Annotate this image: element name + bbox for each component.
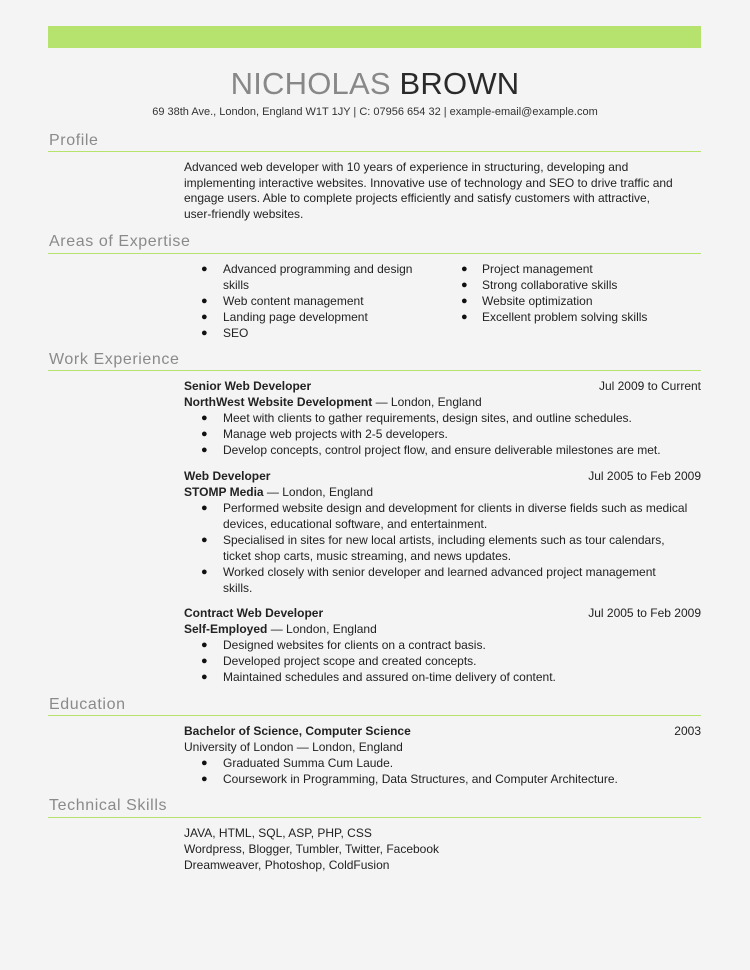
job-location: — London, England [267, 622, 377, 636]
job-bullet: Designed websites for clients on a contract basis. [223, 638, 486, 652]
bullet-dot: ● [201, 671, 208, 683]
job-dates: Jul 2005 to Feb 2009 [588, 469, 701, 483]
job-bullet-cont: ticket shop carts, music streaming, and news updates. [223, 549, 512, 563]
section-title-technical: Technical Skills [49, 797, 168, 814]
expertise-item: Website optimization [482, 294, 593, 308]
bullet-dot: ● [201, 757, 208, 769]
expertise-item: Advanced programming and design [223, 262, 413, 276]
first-name: NICHOLAS [230, 66, 391, 101]
bullet-dot: ● [201, 773, 208, 785]
profile-line: user-friendly websites. [184, 206, 304, 221]
expertise-item: Project management [482, 262, 593, 276]
job-company-line [184, 394, 482, 410]
job-title: Web Developer [184, 469, 271, 483]
bullet-dot: ● [201, 534, 208, 546]
section-rule [48, 253, 701, 254]
job-bullet: Manage web projects with 2-5 developers. [223, 427, 448, 441]
expertise-item: Excellent problem solving skills [482, 310, 648, 324]
job-bullet-cont: devices, educational software, and entertainment. [223, 517, 488, 531]
section-title-work: Work Experience [49, 351, 180, 368]
bullet-dot: ● [461, 263, 468, 275]
section-rule [48, 817, 701, 818]
degree: Bachelor of Science [184, 724, 299, 738]
job-dates: Jul 2009 to Current [598, 379, 701, 393]
job-location: — London, England [372, 395, 482, 409]
bullet-dot: ● [201, 428, 208, 440]
school: University of London — London, England [184, 740, 403, 754]
bullet-dot: ● [201, 444, 208, 456]
profile-line: implementing interactive websites. Innovative use of technology and SEO to drive traffic and [184, 175, 673, 190]
expertise-item: Landing page development [223, 310, 368, 324]
bullet-dot: ● [461, 295, 468, 307]
job-company: NorthWest Website Development [184, 395, 373, 409]
technical-line: JAVA, HTML, SQL, ASP, PHP, CSS [184, 826, 372, 840]
section-rule [48, 370, 701, 371]
section-title-expertise: Areas of Expertise [49, 233, 191, 250]
job-company-line [184, 484, 373, 500]
degree-field: , Computer Science [298, 724, 411, 738]
job-bullet: Meet with clients to gather requirements, design sites, and outline schedules. [223, 411, 632, 425]
profile-line: engage users. Able to complete projects efficiently and satisfy customers with attractive, [184, 191, 651, 206]
bullet-dot: ● [201, 502, 208, 514]
expertise-item-cont: skills [223, 278, 249, 292]
education-year: 2003 [674, 724, 701, 738]
job-bullet: Developed project scope and created concepts. [223, 654, 477, 668]
section-rule [48, 151, 701, 152]
bullet-dot: ● [201, 655, 208, 667]
job-location: — London, England [263, 485, 373, 499]
degree-line [184, 723, 411, 739]
job-dates: Jul 2005 to Feb 2009 [588, 606, 701, 620]
job-bullet: Performed website design and development for clients in diverse fields such as medical [223, 501, 688, 515]
job-company: STOMP Media [184, 485, 264, 499]
contact-line: 69 38th Ave., London, England W1T 1JY | C: 07956 654 32 | example-email@example.com [152, 106, 598, 118]
expertise-item: SEO [223, 326, 249, 340]
job-title: Senior Web Developer [184, 379, 312, 393]
expertise-item: Web content management [223, 294, 364, 308]
profile-text [184, 160, 704, 222]
bullet-dot: ● [201, 412, 208, 424]
profile-line: Advanced web developer with 10 years of experience in structuring, developing and [184, 160, 629, 174]
bullet-dot: ● [201, 566, 208, 578]
section-title-education: Education [49, 696, 126, 713]
section-title-profile: Profile [49, 132, 99, 149]
bullet-dot: ● [201, 327, 208, 339]
job-bullet: Maintained schedules and assured on-time delivery of content. [223, 670, 556, 684]
bullet-dot: ● [201, 295, 208, 307]
job-bullet: Specialised in sites for new local artists, including elements such as tour calendars, [223, 533, 665, 547]
bullet-dot: ● [201, 311, 208, 323]
last-name: BROWN [399, 66, 520, 101]
job-bullet: Worked closely with senior developer and learned advanced project management [223, 565, 656, 579]
bullet-dot: ● [461, 279, 468, 291]
education-bullet: Coursework in Programming, Data Structures, and Computer Architecture. [223, 772, 618, 786]
bullet-dot: ● [461, 311, 468, 323]
bullet-dot: ● [201, 263, 208, 275]
job-company-line [184, 621, 377, 637]
expertise-item: Strong collaborative skills [482, 278, 618, 292]
section-rule [48, 715, 701, 716]
technical-line: Dreamweaver, Photoshop, ColdFusion [184, 858, 390, 872]
job-bullet-cont: skills. [223, 581, 253, 595]
technical-line: Wordpress, Blogger, Tumbler, Twitter, Facebook [184, 842, 440, 856]
job-bullet: Develop concepts, control project flow, and ensure deliverable milestones are met. [223, 443, 661, 457]
header-accent-bar [48, 26, 701, 48]
bullet-dot: ● [201, 639, 208, 651]
job-title: Contract Web Developer [184, 606, 324, 620]
job-company: Self-Employed [184, 622, 268, 636]
education-bullet: Graduated Summa Cum Laude. [223, 756, 394, 770]
candidate-name [0, 66, 750, 102]
